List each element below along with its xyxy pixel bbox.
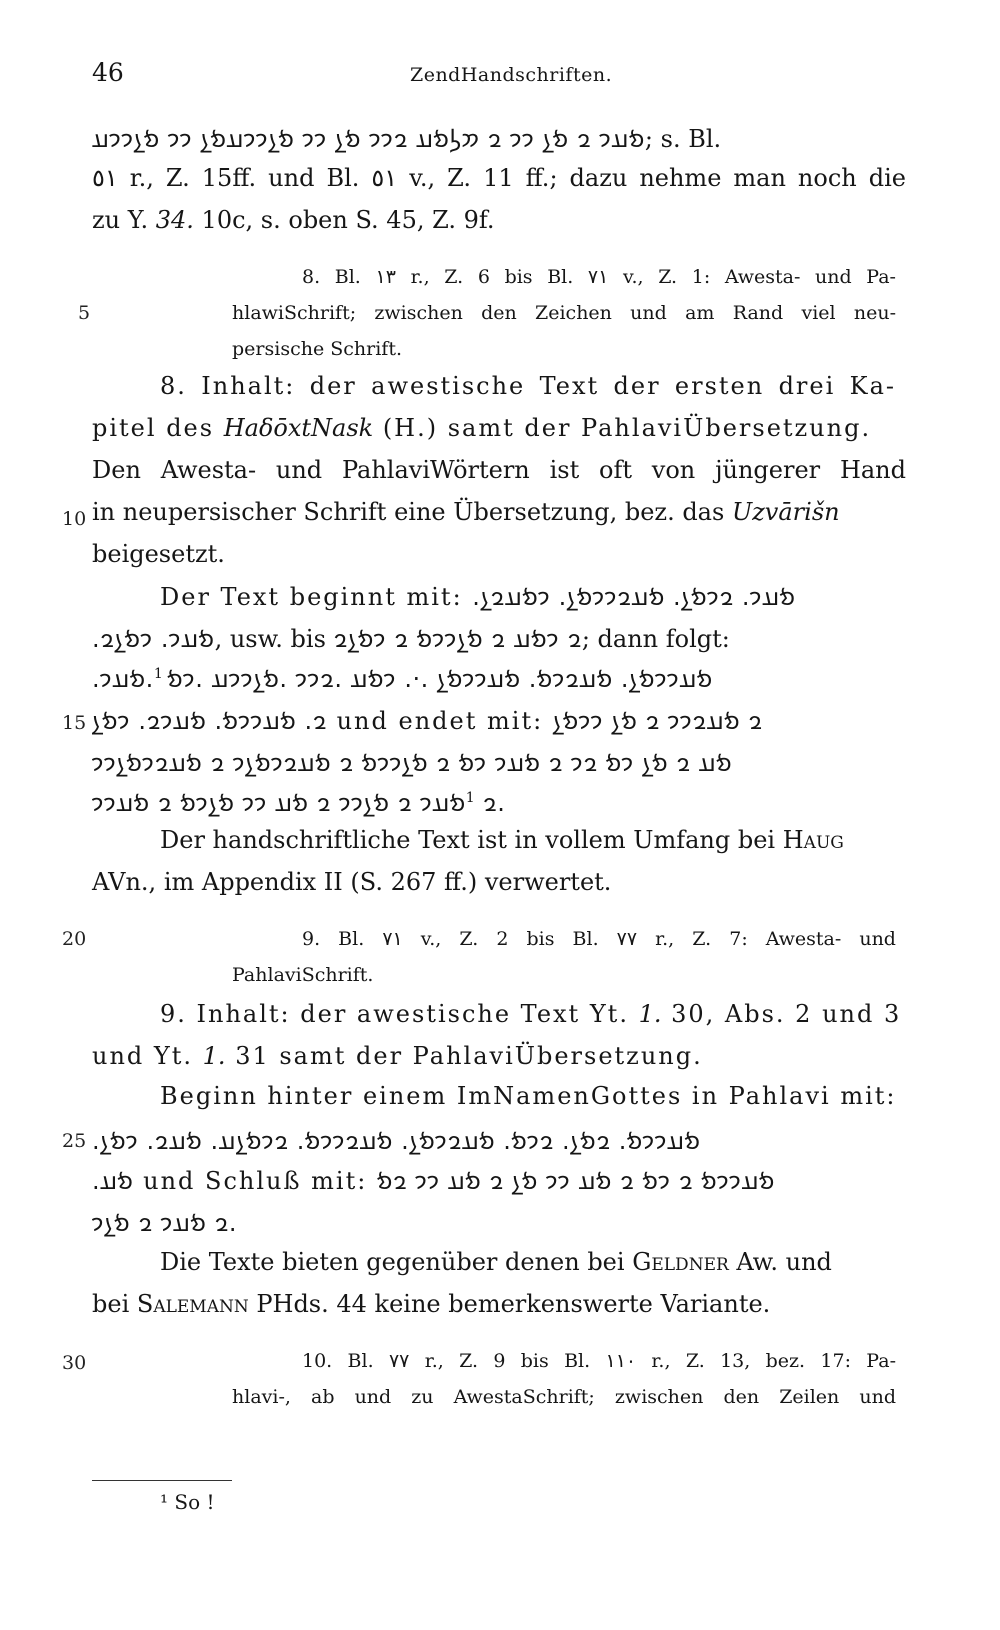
text-line: Den Awesta- und PahlaviWörtern ist oft von jüngerer Hand (92, 456, 906, 484)
text-line: 𐭬𐭠 𐭥 𐭬𐭭 𐭩𐭬 𐭥𐭩 𐭥 𐭬𐭠𐭩 𐭩𐭬 𐭥 𐭬𐭭𐭩𐭩𐭬 𐭥 𐭬𐭠𐭥𐭩𐭬𐭭𐭩 𐭥 𐭬𐭠𐭥𐭩𐭬𐭭𐭩𐭩 (92, 749, 733, 777)
text-line: Der handschriftliche Text ist in vollem Umfang bei Haug (160, 826, 844, 854)
text-line: hlawiSchrift; zwischen den Zeichen und am Rand viel neu- (232, 302, 896, 324)
text-line: AVn., im Appendix II (S. 267 ff.) verwertet. (92, 868, 612, 896)
text-line: bei Salemann PHds. 44 keine bemerkenswerte Variante. (92, 1290, 771, 1318)
text-line: und Yt. 1. 31 samt der PahlaviÜbersetzung. (92, 1042, 703, 1070)
footnote-marker[interactable]: 1 (465, 790, 475, 806)
text-line: 𐭥 $^1$𐭬𐭠𐭩 𐭥 𐭬𐭭𐭩𐭩 𐭥 𐭬𐭠 𐭩𐭩 𐭬𐭭𐭩𐭬 𐭥 𐭬𐭠𐭩𐭩. (92, 789, 506, 817)
section-heading-9: 9. Inhalt: der awestische Text Yt. 1. 30, Abs. 2 und 3 (160, 1000, 902, 1028)
line-number-30: 30 (62, 1352, 87, 1374)
text-line: pitel des HaδōxtNask (H.) samt der PahlaviÜbersetzung. (92, 414, 872, 442)
text-line: zu Y. 34. 10c, s. oben S. 45, Z. 9f. (92, 206, 495, 234)
text-line: .𐭬𐭠𐭩𐭩𐭬. 𐭥𐭬𐭭. 𐭥𐭩𐭬. 𐭬𐭠𐭥𐭩𐭬𐭭. 𐭬𐭠𐭥𐭩𐭩𐭬. 𐭥𐭩𐭬𐭭𐭠. 𐭬𐭠𐭥. 𐭩𐭬𐭭 (92, 1127, 701, 1155)
line-number-5: 5 (78, 302, 91, 324)
text-line: Der Text beginnt mit: .𐭬𐭠𐭩. 𐭥𐭩𐭬𐭭. 𐭬𐭠𐭥𐭩𐭩𐭬𐭭. 𐭩𐭬𐭠𐭥𐭭 (160, 583, 796, 611)
text-line: hlavi-, ab und zu AwestaSchrift; zwischen den Zeilen und (232, 1386, 896, 1408)
text-line: .𐭬𐭠𐭩. 𐭩𐭬𐭭𐭥, usw. bis 𐭥 𐭩𐭬𐭠 𐭥 𐭬𐭭𐭩𐭩𐭬 𐭥 𐭩𐭬𐭭𐭥; dann folgt: (92, 625, 730, 653)
footnote: ¹ So ! (160, 1490, 215, 1514)
line-number-10: 10 (62, 508, 87, 530)
running-head: ZendHandschriften. (410, 64, 613, 86)
line-number-20: 20 (62, 928, 87, 950)
pahlavi-script: 𐭬𐭠𐭩 𐭥 𐭬𐭭 𐭩𐭩 𐭥 𐭮𐭫𐭬𐭠 𐭥𐭩𐭩 𐭬𐭭 𐭩𐭩 𐭬𐭭𐭩𐭩𐭠𐭬𐭭 𐭩𐭩 𐭬𐭭𐭩𐭩𐭠 (92, 125, 645, 153)
line-number-15: 15 (62, 712, 87, 734)
line-number-25: 25 (62, 1130, 87, 1152)
text-line: .𐭬𐭠𐭩𐭩𐭬𐭭. 𐭬𐭠𐭥𐭩𐭬. 𐭬𐭠𐭩𐭩𐭬𐭭 .·. 𐭩𐭬𐭠 .𐭥𐭩𐭩 .𐭬𐭭𐭩𐭩𐭠 .𐭩𐭬 $^1$.𐭬𐭠𐭩 (92, 665, 713, 693)
text-line: Die Texte bieten gegenüber denen bei Geldner Aw. und (160, 1248, 832, 1276)
text-line: beigesetzt. (92, 540, 225, 568)
text-line: 𐭥 𐭬𐭠𐭩 𐭥 𐭬𐭭𐭩. (92, 1209, 238, 1237)
text-line: Beginn hinter einem ImNamenGottes in Pahlavi mit: (160, 1082, 897, 1110)
footnote-rule (92, 1480, 232, 1481)
section-heading-8: 8. Inhalt: der awestische Text der ersten drei Ka- (160, 372, 896, 400)
section-note-10: 10. Bl. ٧٧ r., Z. 9 bis Bl. ١١٠ r., Z. 13, bez. 17: Pa- (302, 1350, 896, 1372)
text-line: 𐭬𐭠𐭩 𐭥 𐭬𐭭 𐭩𐭩 𐭥 𐭮𐭫𐭬𐭠 𐭥𐭩𐭩 𐭬𐭭 𐭩𐭩 𐭬𐭭𐭩𐭩𐭠𐭬𐭭 𐭩𐭩 𐭬𐭭𐭩𐭩𐭠; s. Bl. (92, 125, 722, 153)
section-note-8: 8. Bl. ١٣ r., Z. 6 bis Bl. ٧١ v., Z. 1: Awesta- und Pa- (302, 266, 896, 288)
text-line: 𐭥. 𐭬𐭠𐭩𐭩𐭬. 𐭬𐭠𐭩𐭥. 𐭩𐭬𐭭 und endet mit: 𐭥 𐭬𐭠𐭥𐭩𐭩 𐭥 𐭬𐭭 𐭩𐭩𐭬𐭭 (92, 707, 763, 735)
footnote-marker[interactable]: 1 (153, 666, 168, 682)
section-note-9: 9. Bl. ٧١ v., Z. 2 bis Bl. ٧٧ r., Z. 7: Awesta- und (302, 928, 896, 950)
text-line: PahlaviSchrift. (232, 964, 374, 986)
page-number: 46 (92, 58, 124, 87)
text-line: in neupersischer Schrift eine Übersetzung, bez. das Uzvārišn (92, 498, 840, 526)
text-line: .𐭬𐭠 und Schluß mit: 𐭬𐭠𐭩𐭩𐭬 𐭥 𐭩𐭬 𐭥 𐭬𐭠 𐭩𐭩 𐭬𐭭 𐭥 𐭬𐭠 𐭩𐭩 𐭥𐭬 (92, 1167, 775, 1195)
text-line: ٥١ r., Z. 15ff. und Bl. ٥١ v., Z. 11 ff.; dazu nehme man noch die (92, 164, 906, 192)
text-line: persische Schrift. (232, 338, 402, 360)
